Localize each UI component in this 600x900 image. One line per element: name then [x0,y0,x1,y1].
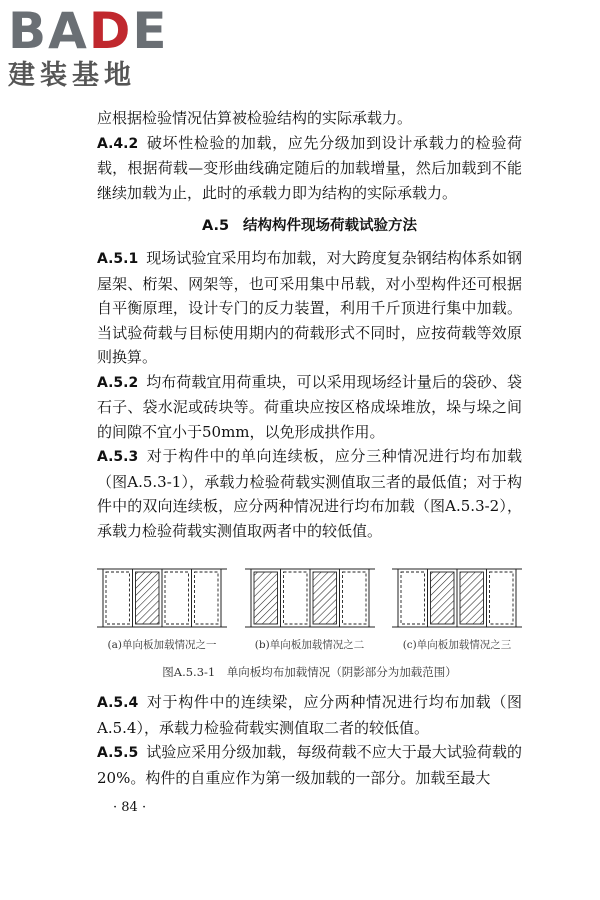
unloaded-span [165,572,189,624]
figure-caption-b: (b)单向板加载情况之二 [254,639,365,651]
brand-logo [8,2,178,92]
page-number: · 84 · [113,800,147,815]
figure-panel-a [97,563,227,652]
figure-title: 图A.5.3-1 单向板均布加载情况（阴影部分为加载范围） [162,665,457,679]
clause-number: A.5.5 [97,745,139,761]
figure-caption-a: (a)单向板加载情况之一 [107,639,217,651]
loaded-span [136,572,160,624]
clause-number: A.5.1 [97,251,139,267]
clause-a-5-5: A.5.5 试验应采用分级加载，每级荷载不应大于最大试验荷载的20%。构件的自重应作为第一级加载的一部分。加载至最大 [97,743,522,787]
logo-wordmark: BADE [8,2,169,60]
unloaded-span [490,572,514,624]
clause-a-5-2: A.5.2 均布荷载宜用荷重块，可以采用现场经计量后的袋砂、袋石子、袋水泥或砖块等。荷重块应按区格成垛堆放，垛与垛之间的间隙不宜小于50mm，以免形成拱作用。 [97,372,522,441]
figure-panel-c [392,563,522,652]
clause-a-5-1: A.5.1 现场试验宜采用均布加载，对大跨度复杂钢结构体系如钢屋架、桁架、网架等，也可采用集中吊载，对小型构件还可根据自平衡原理，设计专门的反力装置，利用千斤顶进行集中加载。当试验荷载与目标使用期内的荷载形式不同时，应按荷载等效原则换算。 [97,249,522,366]
clause-number: A.5.2 [97,374,139,391]
slab-diagram-a [97,563,227,633]
figure-caption-c: (c)单向板加载情况之三 [402,639,512,651]
clause-number: A.5.4 [97,695,139,711]
figure-panel-b [245,563,375,652]
clause-a-4-2: A.4.2 破坏性检验的加载，应先分级加到设计承载力的检验荷载，根据荷载—变形曲线确定随后的加载增量，然后加载到不能继续加载为止，此时的承载力即为结构的实际承载力。 [97,133,522,202]
section-heading: A.5 结构构件现场荷载试验方法 [201,218,418,234]
loaded-span [431,572,455,624]
clause-a-5-3: A.5.3 对于构件中的单向连续板，应分三种情况进行均布加载（图A.5.3-1），承载力检验荷载实测值取三者的最低值；对于构件中的双向连续板，应分两种情况进行均布加载（图A.5.3-2），承载力检验荷载实测值取两者中的较低值。 [97,447,522,540]
loaded-span [254,572,278,624]
unloaded-span [401,572,425,624]
unloaded-span [195,572,219,624]
unloaded-span [106,572,130,624]
figure-a-5-3-1 [97,563,522,680]
loaded-span [460,572,484,624]
unloaded-span [283,572,307,624]
paragraph-continuation: 应根据检验情况估算被检验结构的实际承载力。 [97,109,413,127]
loaded-span [313,572,337,624]
unloaded-span [342,572,366,624]
clause-number: A.5.3 [97,449,139,465]
clause-a-5-4: A.5.4 对于构件中的连续梁，应分两种情况进行均布加载（图A.5.4），承载力检验荷载实测值取二者的较低值。 [97,693,522,737]
slab-diagram-b [245,563,375,633]
slab-diagram-c [392,563,522,633]
page-body [97,106,522,790]
logo-subtitle: 建装基地 [8,60,136,91]
clause-number: A.4.2 [97,135,139,152]
